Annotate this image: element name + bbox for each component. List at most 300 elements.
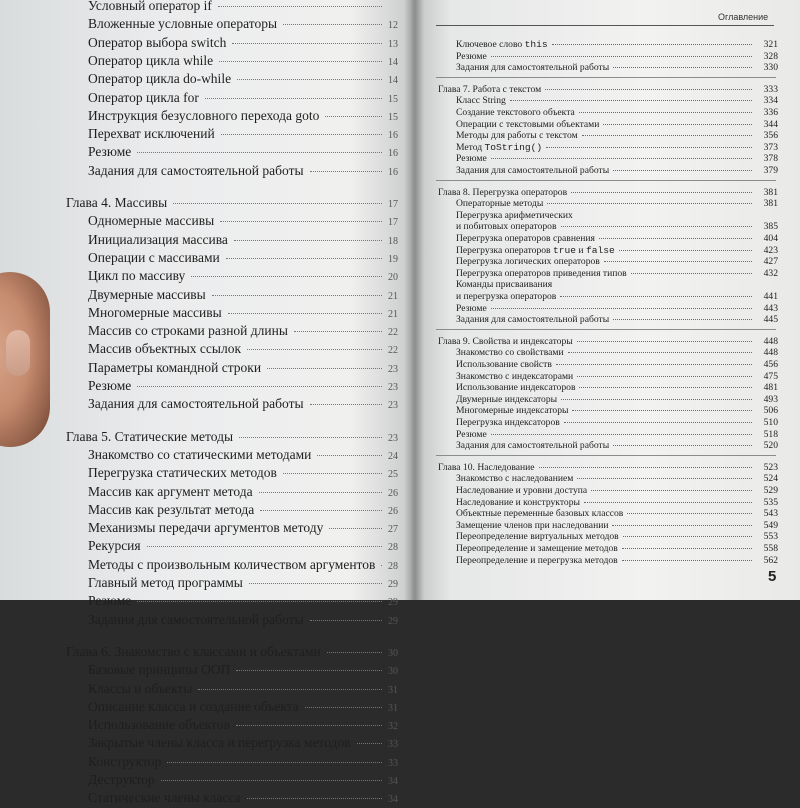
toc-title xyxy=(456,119,599,130)
toc-page: 456 xyxy=(763,359,778,370)
toc-title: Глава 5. Статические методы xyxy=(66,428,234,444)
toc-entry xyxy=(456,347,778,359)
toc-title: Резюме xyxy=(88,378,132,393)
toc-page: 481 xyxy=(763,382,778,394)
toc-title xyxy=(456,153,487,164)
toc-page: 328 xyxy=(763,50,778,62)
chapter-separator xyxy=(436,329,776,330)
toc-title xyxy=(456,543,618,554)
toc-title: Параметры командной строки xyxy=(88,359,262,375)
dot-leader xyxy=(247,798,382,799)
toc-title-text: Использование индексаторов xyxy=(456,382,576,394)
dot-leader xyxy=(623,536,752,537)
toc-page: 17 xyxy=(388,199,398,210)
toc-entry xyxy=(88,144,400,162)
toc-title: Цикл по массиву xyxy=(88,268,186,284)
toc-chapter xyxy=(66,644,400,662)
dot-leader xyxy=(237,79,382,80)
toc-entry xyxy=(88,250,400,268)
chapter-separator xyxy=(436,180,776,181)
dot-leader xyxy=(283,473,382,474)
dot-leader xyxy=(294,331,382,332)
toc-page: 23 xyxy=(388,432,398,444)
toc-entry xyxy=(88,305,400,323)
toc-entry xyxy=(88,71,400,89)
dot-leader xyxy=(317,455,382,456)
dot-leader xyxy=(491,434,752,435)
toc-title: Одномерные массивы xyxy=(88,213,215,229)
toc-entry xyxy=(456,279,778,291)
toc-title: Инструкция безусловного перехода goto xyxy=(88,107,320,123)
dot-leader xyxy=(283,24,382,25)
toc-title-text: Использование свойств xyxy=(456,359,552,370)
toc-entry xyxy=(456,314,778,326)
toc-title: Оператор цикла while xyxy=(88,52,214,68)
toc-title xyxy=(456,165,609,176)
dot-leader xyxy=(137,386,382,387)
toc-entry xyxy=(88,213,400,231)
toc-page: 13 xyxy=(388,38,398,50)
dot-leader xyxy=(357,743,382,744)
toc-entry xyxy=(88,662,400,680)
dot-leader xyxy=(579,112,752,113)
dot-leader xyxy=(137,152,382,153)
toc-page: 356 xyxy=(763,130,778,142)
toc-title-text: Наследование и уровни доступа xyxy=(456,485,588,496)
toc-page: 25 xyxy=(388,469,398,481)
toc-entry xyxy=(88,538,400,556)
toc-title xyxy=(456,555,618,566)
dot-leader xyxy=(552,44,752,45)
toc-chapter xyxy=(438,187,778,199)
toc-title-text: Задания для самостоятельной работы xyxy=(456,314,610,326)
toc-page: 30 xyxy=(388,647,398,659)
toc-entry xyxy=(456,119,778,131)
toc-page: 445 xyxy=(763,314,778,326)
toc-entry xyxy=(88,447,400,465)
toc-entry xyxy=(88,232,400,250)
toc-title: Деструктор xyxy=(88,772,155,787)
dot-leader xyxy=(167,762,382,763)
dot-leader xyxy=(604,261,752,262)
toc-entry xyxy=(88,341,400,359)
toc-page: 32 xyxy=(388,721,398,733)
toc-entry xyxy=(88,396,400,414)
toc-title-text: Резюме xyxy=(456,50,487,62)
toc-title-text: Переопределение виртуальных методов xyxy=(456,531,619,543)
toc-title xyxy=(456,382,575,393)
dot-leader xyxy=(545,89,752,90)
dot-leader xyxy=(561,399,752,400)
toc-entry xyxy=(456,359,778,371)
toc-chapter xyxy=(438,336,778,348)
toc-title-text: Объектные переменные базовых классов xyxy=(456,508,624,520)
dot-leader xyxy=(191,276,382,277)
toc-entry xyxy=(456,198,778,210)
toc-title-text: Создание текстового объекта xyxy=(456,107,575,118)
toc-title-text: Операторные методы xyxy=(456,198,544,210)
toc-title-text: Глава 8. Перегрузка операторов xyxy=(438,186,568,198)
toc-page: 558 xyxy=(763,543,778,554)
dot-leader xyxy=(329,528,382,529)
toc-title-text: Знакомство с индексаторами xyxy=(456,370,574,382)
toc-title xyxy=(456,107,575,118)
dot-leader xyxy=(173,203,382,204)
chapter-separator xyxy=(436,77,776,78)
toc-page: 520 xyxy=(763,440,778,452)
toc-page: 510 xyxy=(763,417,778,428)
toc-entry xyxy=(88,360,400,378)
toc-entry xyxy=(456,221,778,233)
toc-title-text: Задания для самостоятельной работы xyxy=(456,440,610,452)
toc-title-text: и побитовых операторов xyxy=(456,221,557,233)
toc-title: Глава 4. Массивы xyxy=(66,195,168,210)
toc-title-text: Глава 7. Работа с текстом xyxy=(438,83,542,95)
running-header: Оглавление xyxy=(718,12,769,22)
toc-page: 22 xyxy=(388,345,398,357)
toc-entry xyxy=(88,287,400,305)
dot-leader xyxy=(622,548,752,549)
toc-title-text: Перегрузка операторов xyxy=(456,244,553,256)
toc-title: Классы и объекты xyxy=(88,680,193,696)
dot-leader xyxy=(510,100,752,101)
toc-page: 19 xyxy=(388,253,398,265)
toc-entry xyxy=(88,593,400,611)
toc-entry xyxy=(456,95,778,107)
toc-title xyxy=(456,347,564,358)
dot-leader xyxy=(249,583,382,584)
toc-title-text: Наследование и конструкторы xyxy=(456,496,580,508)
toc-entry xyxy=(88,557,400,575)
dot-leader xyxy=(547,203,752,204)
toc-page: 443 xyxy=(763,302,778,314)
toc-title: Глава 6. Знакомство с классами и объектами xyxy=(66,643,321,659)
dot-leader xyxy=(305,707,382,708)
toc-title: Рекурсия xyxy=(88,538,141,554)
toc-title-text: и xyxy=(576,244,586,256)
toc-entry xyxy=(88,790,400,808)
dot-leader xyxy=(260,510,382,511)
toc-page: 381 xyxy=(763,198,778,210)
toc-entry xyxy=(88,163,400,181)
toc-page: 334 xyxy=(763,95,778,107)
toc-title-text: Переопределение и замещение методов xyxy=(456,543,618,554)
dot-leader xyxy=(539,467,752,468)
toc-title xyxy=(456,39,548,50)
toc-page: 23 xyxy=(388,382,398,393)
toc-title xyxy=(456,405,568,416)
dot-leader xyxy=(137,601,382,602)
toc-title-text: Перегрузка арифметических xyxy=(456,209,573,221)
dot-leader xyxy=(560,296,752,297)
dot-leader xyxy=(212,295,382,296)
dot-leader xyxy=(582,135,752,136)
dot-leader xyxy=(619,250,752,251)
toc-title xyxy=(456,314,609,325)
toc-title-text: Класс String xyxy=(456,95,506,107)
toc-title: Вложенные условные операторы xyxy=(88,16,278,32)
toc-title-text: Резюме xyxy=(456,428,487,440)
toc-page: 29 xyxy=(388,615,398,627)
toc-title xyxy=(456,198,543,209)
page-number: 5 xyxy=(768,568,777,585)
toc-entry xyxy=(456,107,778,119)
toc-title-text: Команды присваивания xyxy=(456,279,553,291)
dot-leader xyxy=(228,313,382,314)
toc-page: 31 xyxy=(388,702,398,714)
toc-page: 28 xyxy=(388,542,398,554)
toc-title: Резюме xyxy=(88,144,132,160)
toc-title: Статические члены класса xyxy=(88,790,241,806)
toc-entry xyxy=(456,371,778,383)
toc-title: Задания для самостоятельной работы xyxy=(88,611,304,627)
toc-entry xyxy=(456,473,778,485)
toc-title xyxy=(456,303,487,314)
toc-page: 553 xyxy=(763,531,778,543)
toc-title-text: Задания для самостоятельной работы xyxy=(456,62,610,74)
toc-page: 24 xyxy=(388,450,398,462)
toc-page: 493 xyxy=(763,393,778,405)
toc-page: 29 xyxy=(388,579,398,590)
toc-entry xyxy=(88,520,400,538)
toc-title-text: Перегрузка операторов сравнения xyxy=(456,233,595,244)
toc-title-text: Глава 9. Свойства и индексаторы xyxy=(438,335,573,347)
toc-title: Двумерные массивы xyxy=(88,286,206,302)
toc-title xyxy=(456,440,609,451)
thumbnail-highlight xyxy=(6,330,30,376)
dot-leader xyxy=(603,124,752,125)
toc-title xyxy=(456,256,600,267)
toc-page: 18 xyxy=(388,235,398,247)
dot-leader xyxy=(218,6,382,7)
toc-entry xyxy=(88,754,400,772)
dot-leader xyxy=(491,158,752,159)
toc-entry xyxy=(456,268,778,280)
toc-title-text: Переопределение и перегрузка методов xyxy=(456,554,618,566)
toc-title-text: Знакомство с наследованием xyxy=(456,473,574,485)
toc-title xyxy=(456,359,552,370)
toc-title: Резюме xyxy=(88,593,132,609)
toc-entry xyxy=(456,153,778,165)
toc-page: 33 xyxy=(388,739,398,751)
dot-leader xyxy=(491,56,752,57)
toc-title-text: Глава 10. Наследование xyxy=(438,461,535,473)
toc-title: Задания для самостоятельной работы xyxy=(88,162,304,178)
toc-page: 16 xyxy=(388,148,398,160)
toc-page: 330 xyxy=(763,62,778,74)
toc-title xyxy=(456,429,487,440)
toc-title-text: Двумерные индексаторы xyxy=(456,393,558,405)
toc-entry xyxy=(456,543,778,555)
toc-title-text: Перегрузка логических операторов xyxy=(456,256,600,268)
dot-leader xyxy=(310,171,382,172)
dot-leader xyxy=(613,170,752,171)
toc-code: false xyxy=(585,244,615,256)
toc-page: 21 xyxy=(388,290,398,302)
toc-entry xyxy=(88,378,400,396)
toc-entry xyxy=(456,531,778,543)
toc-title xyxy=(456,51,487,62)
dot-leader xyxy=(325,116,382,117)
toc-page: 427 xyxy=(763,256,778,268)
toc-page: 373 xyxy=(763,141,778,153)
toc-page: 336 xyxy=(763,107,778,118)
toc-page: 381 xyxy=(763,186,778,198)
toc-title-text: Замещение членов при наследовании xyxy=(456,519,609,531)
toc-title: Инициализация массива xyxy=(88,231,228,247)
dot-leader xyxy=(564,422,752,423)
toc-title: Массив объектных ссылок xyxy=(88,341,242,357)
toc-page: 26 xyxy=(388,505,398,517)
toc-page: 333 xyxy=(763,83,778,95)
toc-title: Базовые принципы ООП xyxy=(88,662,231,678)
dot-leader xyxy=(627,513,752,514)
toc-title-text: Ключевое слово xyxy=(456,39,525,50)
toc-entry xyxy=(456,245,778,257)
dot-leader xyxy=(584,502,752,503)
toc-title xyxy=(456,142,542,153)
toc-chapter xyxy=(66,195,400,213)
toc-title xyxy=(456,485,587,496)
toc-title xyxy=(456,233,595,244)
toc-page: 33 xyxy=(388,757,398,769)
toc-entry xyxy=(456,291,778,303)
toc-page: 379 xyxy=(763,165,778,176)
toc-title: Многомерные массивы xyxy=(88,304,222,320)
toc-entry xyxy=(456,405,778,417)
toc-title xyxy=(456,95,506,106)
dot-leader xyxy=(612,525,752,526)
dot-leader xyxy=(147,546,382,547)
toc-page: 15 xyxy=(388,93,398,105)
toc-title xyxy=(456,417,560,428)
toc-title xyxy=(456,291,556,302)
toc-page: 15 xyxy=(388,111,398,123)
right-page xyxy=(412,0,800,600)
toc-entry xyxy=(456,165,778,177)
toc-entry xyxy=(456,485,778,497)
dot-leader xyxy=(613,67,752,68)
toc-entry xyxy=(88,35,400,53)
toc-page: 441 xyxy=(763,291,778,302)
toc-title xyxy=(456,497,580,508)
toc-title: Описание класса и создание объекта xyxy=(88,698,299,714)
toc-title: Массив как аргумент метода xyxy=(88,483,253,499)
toc-title xyxy=(438,336,573,347)
dot-leader xyxy=(579,387,752,388)
dot-leader xyxy=(568,352,752,353)
toc-entry xyxy=(456,142,778,154)
toc-entry xyxy=(456,508,778,520)
dot-leader xyxy=(205,98,382,99)
toc-page: 549 xyxy=(763,519,778,531)
dot-leader xyxy=(491,308,752,309)
toc-page: 14 xyxy=(388,56,398,68)
toc-entry xyxy=(456,497,778,509)
dot-leader xyxy=(234,240,382,241)
toc-title-text: Перегрузка операторов приведения типов xyxy=(456,267,627,279)
toc-title xyxy=(456,221,557,232)
dot-leader xyxy=(310,620,382,621)
toc-entry xyxy=(88,126,400,144)
dot-leader xyxy=(239,437,382,438)
dot-leader xyxy=(247,349,382,350)
toc-title: Закрытые члены класса и перегрузка методов xyxy=(88,735,351,751)
toc-title xyxy=(456,394,557,405)
toc-entry xyxy=(456,440,778,452)
toc-entry xyxy=(456,233,778,245)
toc-page: 30 xyxy=(388,666,398,678)
toc-title: Условный оператор if xyxy=(88,0,212,13)
toc-entry xyxy=(88,575,400,593)
dot-leader xyxy=(556,364,752,365)
toc-entry xyxy=(88,323,400,341)
toc-entry xyxy=(88,699,400,717)
toc-entry xyxy=(88,53,400,71)
toc-page: 518 xyxy=(763,428,778,440)
toc-title: Оператор цикла for xyxy=(88,89,199,105)
toc-title: Перехват исключений xyxy=(88,126,215,142)
toc-entry xyxy=(456,62,778,74)
toc-page: 22 xyxy=(388,327,398,339)
toc-page: 529 xyxy=(763,485,778,496)
toc-page: 475 xyxy=(763,370,778,382)
toc-chapter xyxy=(438,462,778,474)
toc-title: Конструктор xyxy=(88,753,162,769)
dot-leader xyxy=(219,61,382,62)
dot-leader xyxy=(572,410,752,411)
dot-leader xyxy=(236,670,382,671)
toc-entry xyxy=(456,130,778,142)
toc-title-text: Перегрузка индексаторов xyxy=(456,417,560,428)
toc-entry xyxy=(88,16,400,34)
toc-entry xyxy=(88,735,400,753)
toc-page: 20 xyxy=(388,272,398,284)
dot-leader xyxy=(267,368,382,369)
dot-leader xyxy=(561,226,753,227)
toc-page: 16 xyxy=(388,166,398,178)
toc-entry xyxy=(88,268,400,286)
toc-entry xyxy=(456,382,778,394)
toc-page: 562 xyxy=(763,554,778,566)
toc-page: 23 xyxy=(388,400,398,412)
toc-entry xyxy=(456,210,778,222)
toc-page: 16 xyxy=(388,130,398,142)
toc-title: Массив как результат метода xyxy=(88,501,255,517)
book-gutter xyxy=(404,0,424,600)
toc-page: 12 xyxy=(388,20,398,32)
toc-page: 535 xyxy=(763,496,778,508)
toc-entry xyxy=(88,681,400,699)
toc-page: 378 xyxy=(763,153,778,165)
dot-leader xyxy=(327,652,382,653)
toc-page: 26 xyxy=(388,487,398,499)
dot-leader xyxy=(221,134,382,135)
dot-leader xyxy=(591,490,752,491)
toc-page: 404 xyxy=(763,233,778,244)
dot-leader xyxy=(198,689,382,690)
toc-entry xyxy=(456,394,778,406)
toc-page: 21 xyxy=(388,308,398,320)
toc-entry xyxy=(88,612,400,630)
toc-entry xyxy=(88,772,400,790)
header-rule xyxy=(436,25,774,26)
toc-page: 448 xyxy=(763,347,778,359)
toc-title xyxy=(438,84,541,95)
dot-leader xyxy=(226,258,382,259)
toc-entry xyxy=(88,717,400,735)
toc-title: Методы с произвольным количеством аргументов xyxy=(88,556,376,572)
